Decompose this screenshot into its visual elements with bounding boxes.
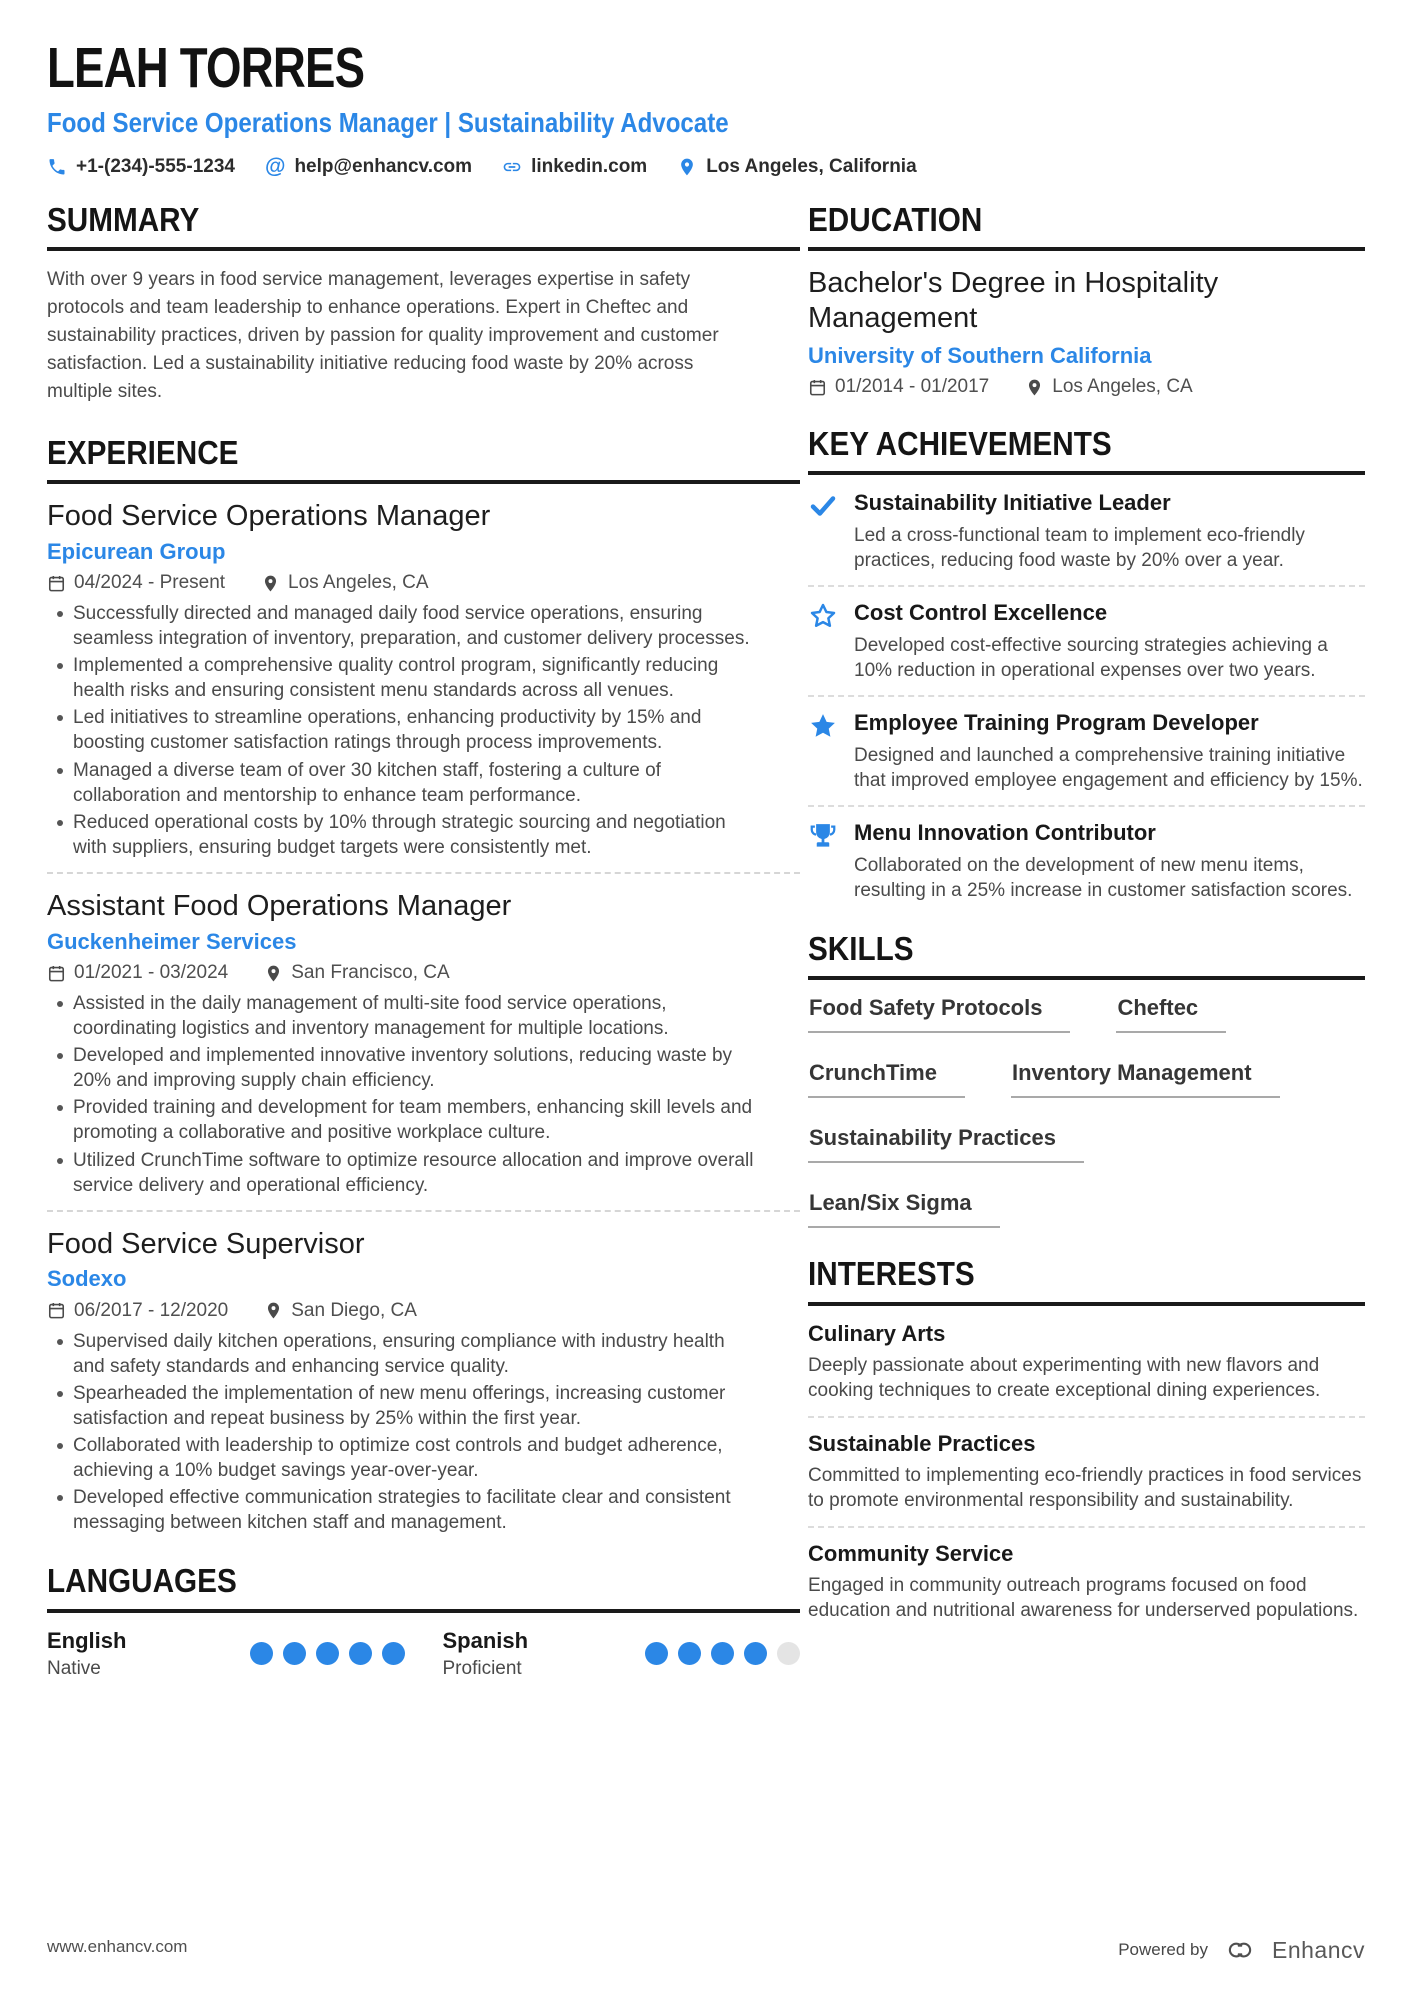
enhancv-logo-icon xyxy=(1220,1935,1260,1965)
bullet: Spearheaded the implementation of new menu offerings, increasing customer satisfaction and repeat business by 25% within the first year. xyxy=(73,1381,760,1431)
achievement-title: Employee Training Program Developer xyxy=(854,710,1259,736)
contact-location: Los Angeles, California xyxy=(677,156,916,178)
location-icon xyxy=(264,964,283,983)
divider xyxy=(808,1416,1365,1418)
job-location: San Diego, CA xyxy=(264,1300,417,1322)
skills-heading: SKILLS xyxy=(808,931,1365,980)
powered-by-label: Powered by xyxy=(1118,1940,1208,1959)
job-title: Food Service Supervisor xyxy=(47,1227,365,1260)
bullet: Successfully directed and managed daily food service operations, ensuring seamless integration of inventory, preparation, and customer delivery processes. xyxy=(73,601,760,651)
location-icon xyxy=(1025,378,1044,397)
proficiency-dot-filled xyxy=(283,1642,306,1665)
star-filled-icon xyxy=(808,710,839,746)
job-dates: 04/2024 - Present xyxy=(47,572,225,594)
divider xyxy=(47,1210,800,1212)
language-name: Spanish xyxy=(442,1627,529,1653)
languages-heading: LANGUAGES xyxy=(47,1563,800,1612)
degree-title: Bachelor's Degree in Hospitality Management xyxy=(808,267,1219,335)
summary-heading: SUMMARY xyxy=(47,202,800,251)
achievement-text: Developed cost-effective sourcing strategies achieving a 10% reduction in operational expenses over two years. xyxy=(854,634,1328,682)
right-column xyxy=(808,202,1365,1708)
language-name: English xyxy=(47,1627,127,1653)
achievement-title: Menu Innovation Contributor xyxy=(854,820,1156,846)
job-meta xyxy=(47,1300,800,1322)
achievement-title: Sustainability Initiative Leader xyxy=(854,490,1171,516)
calendar-icon xyxy=(808,378,827,397)
job-location: Los Angeles, CA xyxy=(261,572,428,594)
calendar-icon xyxy=(47,1301,66,1320)
job-headline: Food Service Operations Manager | Sustainability Advocate xyxy=(47,106,729,138)
skill-item: Inventory Management xyxy=(1011,1060,1280,1098)
contact-phone: +1-(234)-555-1234 xyxy=(47,156,235,178)
link-icon xyxy=(502,157,522,177)
skill-item: Cheftec xyxy=(1116,995,1226,1033)
calendar-icon xyxy=(47,964,66,983)
location-icon xyxy=(677,157,697,177)
divider xyxy=(808,695,1365,697)
language-level: Proficient xyxy=(442,1657,522,1679)
header xyxy=(47,38,1365,178)
divider xyxy=(808,805,1365,807)
experience-entry xyxy=(47,1227,800,1536)
achievement-title: Cost Control Excellence xyxy=(854,600,1108,626)
job-dates: 06/2017 - 12/2020 xyxy=(47,1300,228,1322)
achievements-section xyxy=(808,426,1365,903)
achievement-item xyxy=(808,710,1365,793)
experience-entry xyxy=(47,499,800,860)
footer-website[interactable]: www.enhancv.com xyxy=(47,1937,188,1956)
job-location: San Francisco, CA xyxy=(264,962,449,984)
interest-item xyxy=(808,1431,1365,1514)
achievement-text: Collaborated on the development of new menu items, resulting in a 25% increase in customer satisfaction scores. xyxy=(854,854,1353,901)
trophy-icon xyxy=(808,820,839,856)
job-bullets xyxy=(47,601,800,860)
footer-branding[interactable] xyxy=(1118,1935,1365,1965)
interests-heading: INTERESTS xyxy=(808,1256,1365,1305)
job-meta xyxy=(47,962,800,984)
experience-entry xyxy=(47,889,800,1198)
interest-title: Culinary Arts xyxy=(808,1320,946,1346)
skill-item: Sustainability Practices xyxy=(808,1125,1084,1163)
company-name: Epicurean Group xyxy=(47,538,226,564)
education-dates: 01/2014 - 01/2017 xyxy=(808,376,989,398)
proficiency-dot-filled xyxy=(744,1642,767,1665)
job-bullets xyxy=(47,1329,800,1536)
proficiency-dot-filled xyxy=(349,1642,372,1665)
education-heading: EDUCATION xyxy=(808,202,1365,251)
company-name: Sodexo xyxy=(47,1266,127,1292)
contact-email[interactable]: @ help@enhancv.com xyxy=(264,155,473,179)
interest-item xyxy=(808,1321,1365,1404)
achievements-heading: KEY ACHIEVEMENTS xyxy=(808,426,1365,475)
skill-item: CrunchTime xyxy=(808,1060,965,1098)
location-icon xyxy=(264,1301,283,1320)
interest-text: Committed to implementing eco-friendly practices in food services to promote environmental responsibility and sustainability. xyxy=(808,1465,1362,1512)
bullet: Supervised daily kitchen operations, ensuring compliance with industry health and safety standards and enhancing service quality. xyxy=(73,1329,760,1379)
divider xyxy=(808,1526,1365,1528)
divider xyxy=(808,585,1365,587)
company-name: Guckenheimer Services xyxy=(47,928,297,954)
skills-section xyxy=(808,931,1365,1228)
language-proficiency-dots xyxy=(645,1642,800,1665)
bullet: Reduced operational costs by 10% through strategic sourcing and negotiation with suppliers, ensuring budget targets were consistently met. xyxy=(73,810,760,860)
at-icon: @ xyxy=(264,155,286,179)
education-section xyxy=(808,202,1365,398)
proficiency-dot-filled xyxy=(645,1642,668,1665)
experience-heading: EXPERIENCE xyxy=(47,435,800,484)
interest-title: Community Service xyxy=(808,1540,1014,1566)
interest-text: Deeply passionate about experimenting with new flavors and cooking techniques to create exceptional dining experiences. xyxy=(808,1355,1321,1402)
location-icon xyxy=(261,574,280,593)
achievement-item xyxy=(808,490,1365,573)
proficiency-dot-empty xyxy=(777,1642,800,1665)
interest-text: Engaged in community outreach programs focused on food education and nutritional awareness for underserved populations. xyxy=(808,1574,1359,1622)
brand-name: Enhancv xyxy=(1271,1936,1365,1963)
proficiency-dot-filled xyxy=(711,1642,734,1665)
achievement-item xyxy=(808,820,1365,903)
contact-row xyxy=(47,156,1365,178)
bullet: Implemented a comprehensive quality control program, significantly reducing health risks and ensuring consistent menu standards across all venues. xyxy=(73,653,760,703)
bullet: Utilized CrunchTime software to optimize resource allocation and improve overall service delivery and operational efficiency. xyxy=(73,1148,760,1198)
experience-section xyxy=(47,435,800,1536)
left-column xyxy=(47,202,800,1708)
proficiency-dot-filled xyxy=(316,1642,339,1665)
achievement-text: Led a cross-functional team to implement eco-friendly practices, reducing food waste by 20% over a year. xyxy=(854,524,1305,572)
job-title: Assistant Food Operations Manager xyxy=(47,889,512,922)
summary-text: With over 9 years in food service management, leverages expertise in safety protocols and team leadership to enhance operations. Expert in Cheftec and sustainability practices, driven by passion for quality improvement and customer satisfaction. Led a sustainability initiative reducing food waste by 20% across multiple sites. xyxy=(47,269,719,403)
language-level: Native xyxy=(47,1657,101,1679)
bullet: Managed a diverse team of over 30 kitchen staff, fostering a culture of collaboration and mentorship to enhance team performance. xyxy=(73,758,760,808)
bullet: Developed effective communication strategies to facilitate clear and consistent messaging between kitchen staff and management. xyxy=(73,1485,760,1535)
education-location: Los Angeles, CA xyxy=(1025,376,1192,398)
interest-title: Sustainable Practices xyxy=(808,1430,1036,1456)
job-dates: 01/2021 - 03/2024 xyxy=(47,962,228,984)
language-item xyxy=(443,1628,801,1680)
skill-item: Food Safety Protocols xyxy=(808,995,1070,1033)
achievement-text: Designed and launched a comprehensive training initiative that improved employee engagement and efficiency by 15%. xyxy=(854,744,1363,791)
check-icon xyxy=(808,490,839,526)
phone-icon xyxy=(47,157,67,177)
bullet: Led initiatives to streamline operations, enhancing productivity by 15% and boosting customer satisfaction ratings through process improvements. xyxy=(73,705,760,755)
proficiency-dot-filled xyxy=(250,1642,273,1665)
languages-section xyxy=(47,1563,800,1679)
job-title: Food Service Operations Manager xyxy=(47,499,491,532)
school-name: University of Southern California xyxy=(808,342,1152,368)
bullet: Collaborated with leadership to optimize cost controls and budget adherence, achieving a 10% budget savings year-over-year. xyxy=(73,1433,760,1483)
education-meta xyxy=(808,376,1365,398)
achievement-item xyxy=(808,600,1365,683)
job-meta xyxy=(47,572,800,594)
language-item xyxy=(47,1628,405,1680)
star-outline-icon xyxy=(808,600,839,636)
contact-linkedin[interactable]: linkedin.com xyxy=(502,156,647,178)
divider xyxy=(47,872,800,874)
job-bullets xyxy=(47,991,800,1198)
bullet: Provided training and development for team members, enhancing skill levels and promoting a collaborative and positive workplace culture. xyxy=(73,1095,760,1145)
language-proficiency-dots xyxy=(250,1642,405,1665)
bullet: Assisted in the daily management of multi-site food service operations, coordinating logistics and inventory management for multiple locations. xyxy=(73,991,760,1041)
calendar-icon xyxy=(47,574,66,593)
summary-section xyxy=(47,202,800,407)
candidate-name: LEAH TORRES xyxy=(47,36,365,100)
proficiency-dot-filled xyxy=(382,1642,405,1665)
interest-item xyxy=(808,1541,1365,1624)
interests-section xyxy=(808,1256,1365,1623)
skill-item: Lean/Six Sigma xyxy=(808,1190,1000,1228)
proficiency-dot-filled xyxy=(678,1642,701,1665)
bullet: Developed and implemented innovative inventory solutions, reducing waste by 20% and improving supply chain efficiency. xyxy=(73,1043,760,1093)
